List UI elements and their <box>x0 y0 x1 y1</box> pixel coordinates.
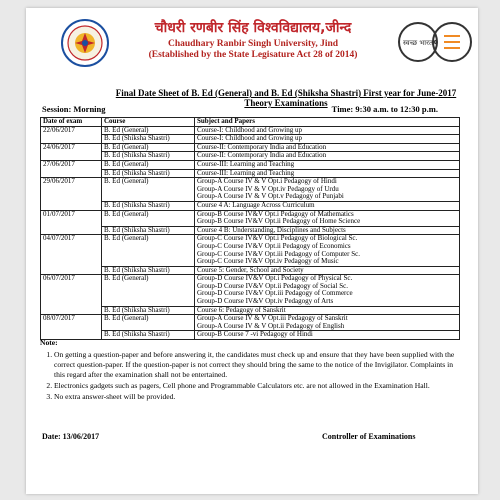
subject-cell <box>195 275 460 306</box>
paper-line: Course-III: Learning and Teaching <box>197 168 295 177</box>
paper-line: Course-II: Contemporary India and Education <box>197 142 327 151</box>
exam-date-cell: 22/06/2017 <box>41 126 102 143</box>
course-cell: B. Ed (Shiksha Shastri) <box>102 331 195 340</box>
header-subject: Subject and Papers <box>195 118 460 127</box>
exam-date-cell: 08/07/2017 <box>41 315 102 340</box>
paper-line: Group-B Course IV&V Opt.ii Pedagogy of Home Science <box>197 217 361 226</box>
university-established-line: (Established by the State Legisature Act 28 of 2014) <box>148 50 358 60</box>
course-cell: B. Ed (Shiksha Shastri) <box>102 152 195 161</box>
paper-line: Course 5: Gender, School and Society <box>197 265 304 274</box>
date-sheet-table <box>40 117 460 340</box>
paper-line: Group-B Course 7 -vi Pedagogy of Hindi <box>197 330 313 339</box>
header-course: Course <box>102 118 195 127</box>
exam-date-cell: 24/06/2017 <box>41 143 102 160</box>
footer-signatory: Controller of Examinations <box>322 432 416 441</box>
subject-cell <box>195 178 460 202</box>
table-row <box>41 135 460 144</box>
course-cell: B. Ed (General) <box>102 143 195 152</box>
table-row <box>41 235 460 266</box>
paper-line: Group-A Course IV & V Opt.v Pedagogy of Punjabi <box>197 192 344 201</box>
university-name-hindi: चौधरी रणबीर सिंह विश्वविद्यालय,जीन्द <box>154 20 352 36</box>
paper-line: Group-D Course IV&V Opt.iv Pedagogy of Arts <box>197 297 334 306</box>
university-seal-icon <box>60 18 110 68</box>
exam-date-cell: 29/06/2017 <box>41 178 102 210</box>
paper-line: Group-C Course IV&V Opt.iv Pedagogy of Music <box>197 257 339 266</box>
notes-heading: Note: <box>40 338 58 347</box>
paper-line: Group-D Course IV&V Opt.iii Pedagogy of Commerce <box>197 289 353 298</box>
exam-date-cell: 27/06/2017 <box>41 160 102 177</box>
course-cell: B. Ed (General) <box>102 178 195 202</box>
paper-line: Group-A Course IV & V Opt.ii Pedagogy of English <box>197 321 345 330</box>
header-date: Date of exam <box>41 118 102 127</box>
table-row <box>41 315 460 331</box>
paper-line: Course 4 B: Understanding, Disciplines and Subjects <box>197 225 346 234</box>
note-item: 2. Electronics gadgets such as pagers, Cell phone and Programmable Calculators etc. are not allowed in the Examination Hall. <box>54 381 460 391</box>
course-cell: B. Ed (Shiksha Shastri) <box>102 266 195 275</box>
subject-cell <box>195 135 460 144</box>
footer-date: Date: 13/06/2017 <box>42 432 100 441</box>
course-cell: B. Ed (Shiksha Shastri) <box>102 169 195 178</box>
course-cell: B. Ed (General) <box>102 210 195 226</box>
paper-line: Group-C Course IV&V Opt.ii Pedagogy of Economics <box>197 241 351 250</box>
paper-line: Course-I: Childhood and Growing up <box>197 134 302 143</box>
time-label: Time: 9:30 a.m. to 12:30 p.m. <box>331 104 438 114</box>
table-header-row <box>41 118 460 127</box>
course-cell: B. Ed (General) <box>102 235 195 266</box>
paper-line: Group-C Course IV&V Opt.iii Pedagogy of Computer Sc. <box>197 249 360 258</box>
table-row <box>41 201 460 210</box>
subject-cell <box>195 160 460 169</box>
subject-cell <box>195 201 460 210</box>
course-cell: B. Ed (General) <box>102 275 195 306</box>
note-item: 1. On getting a question-paper and before answering it, the candidates must check up and ensure that they have been supplied with the correct question-paper. If the question-paper is not correct they should bring the same to the notice of the Invigilator. Complaints in this regard after the examination shall not be entertained. <box>54 350 460 380</box>
course-cell: B. Ed (Shiksha Shastri) <box>102 201 195 210</box>
paper-line: Course-II: Contemporary India and Education <box>197 151 327 160</box>
table-row <box>41 210 460 226</box>
paper-line: Course 6: Pedagogy of Sanskrit <box>197 305 286 314</box>
paper-line: Group-D Course IV&V Opt.i Pedagogy of Physical Sc. <box>197 274 353 283</box>
course-cell: B. Ed (General) <box>102 160 195 169</box>
notes-section <box>40 338 460 403</box>
paper-line: Course-III: Learning and Teaching <box>197 159 295 168</box>
session-label: Session: Morning <box>42 104 106 114</box>
paper-line: Group-A Course IV & V Opt.i Pedagogy of Hindi <box>197 177 337 186</box>
subject-cell <box>195 235 460 266</box>
university-name-english: Chaudhary Ranbir Singh University, Jind <box>167 39 339 49</box>
swachh-bharat-logo-icon <box>396 16 474 68</box>
notes-list <box>40 350 460 402</box>
course-cell: B. Ed (General) <box>102 315 195 331</box>
exam-date-cell: 01/07/2017 <box>41 210 102 235</box>
paper-line: Course-I: Childhood and Growing up <box>197 125 302 134</box>
course-cell: B. Ed (Shiksha Shastri) <box>102 226 195 235</box>
note-item: 3. No extra answer-sheet will be provided. <box>54 392 460 402</box>
paper-line: Course 4 A: Language Across Curriculum <box>197 200 315 209</box>
title-line-2: Theory Examinations <box>244 98 328 108</box>
paper-line: Group-B Course IV&V Opt.i Pedagogy of Mathematics <box>197 209 354 218</box>
course-cell: B. Ed (General) <box>102 126 195 135</box>
swachh-bharat-text: स्वच्छ भारत <box>403 39 433 47</box>
subject-cell <box>195 210 460 226</box>
course-cell: B. Ed (Shiksha Shastri) <box>102 135 195 144</box>
paper-line: Group-A Course IV & V Opt.iv Pedagogy of Urdu <box>197 184 339 193</box>
paper-line: Group-C Course IV&V Opt.i Pedagogy of Biological Sc. <box>197 234 358 243</box>
subject-cell <box>195 315 460 331</box>
exam-date-cell: 04/07/2017 <box>41 235 102 275</box>
title-line-1: Final Date Sheet of B. Ed (General) and B. Ed (Shiksha Shastri) First year for June-2017 <box>115 88 457 98</box>
table-row <box>41 178 460 202</box>
paper-line: Group-D Course IV&V Opt.ii Pedagogy of Social Sc. <box>197 281 348 290</box>
table-row <box>41 160 460 169</box>
course-cell: B. Ed (Shiksha Shastri) <box>102 306 195 315</box>
paper-line: Group-A Course IV & V Opt.iii Pedagogy of Sanskrit <box>197 314 348 323</box>
exam-date-cell: 06/07/2017 <box>41 275 102 315</box>
table-row <box>41 275 460 306</box>
